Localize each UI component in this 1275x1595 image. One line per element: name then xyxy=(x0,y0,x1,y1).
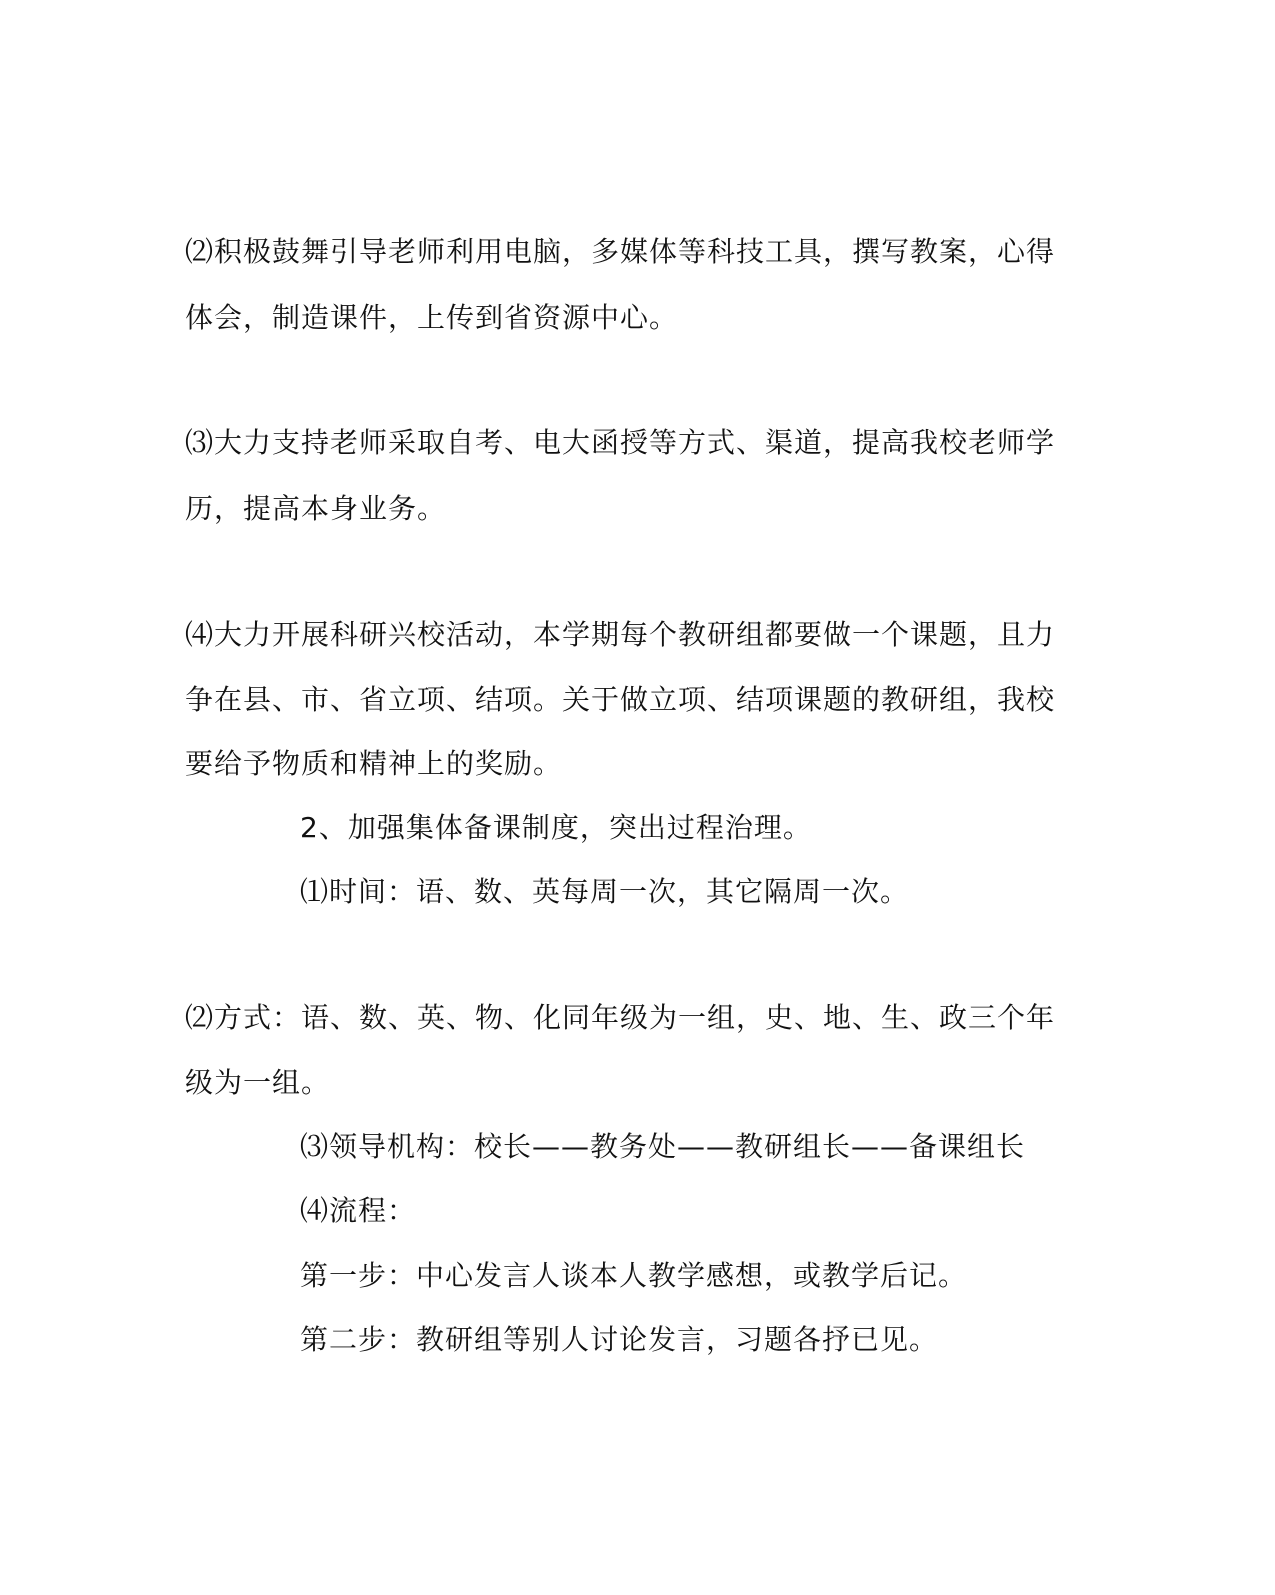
paragraph-line: 要给予物质和精神上的奖励。 xyxy=(185,747,563,780)
paragraph-line: ⑷大力开展科研兴校活动，本学期每个教研组都要做一个课题，且力 xyxy=(185,618,1056,651)
paragraph-line: ⑴时间：语、数、英每周一次，其它隔周一次。 xyxy=(300,875,910,908)
paragraph-line: 体会，制造课件，上传到省资源中心。 xyxy=(185,301,679,334)
paragraph-line: ⑶大力支持老师采取自考、电大函授等方式、渠道，提高我校老师学 xyxy=(185,426,1056,459)
paragraph-line: 级为一组。 xyxy=(185,1066,331,1099)
paragraph-line: 第二步：教研组等别人讨论发言，习题各抒已见。 xyxy=(300,1323,939,1356)
paragraph-line: 第一步：中心发言人谈本人教学感想，或教学后记。 xyxy=(300,1259,968,1292)
paragraph-line: ⑷流程： xyxy=(300,1194,417,1227)
paragraph-line: ⑵积极鼓舞引导老师利用电脑，多媒体等科技工具，撰写教案，心得 xyxy=(185,235,1056,268)
paragraph-line: 争在县、市、省立项、结项。关于做立项、结项课题的教研组，我校 xyxy=(185,683,1056,716)
section-heading: 2、加强集体备课制度，突出过程治理。 xyxy=(300,811,812,844)
paragraph-line: 历，提高本身业务。 xyxy=(185,492,447,525)
paragraph-line: ⑵方式：语、数、英、物、化同年级为一组，史、地、生、政三个年 xyxy=(185,1001,1056,1034)
paragraph-line: ⑶领导机构：校长——教务处——教研组长——备课组长 xyxy=(300,1130,1026,1163)
